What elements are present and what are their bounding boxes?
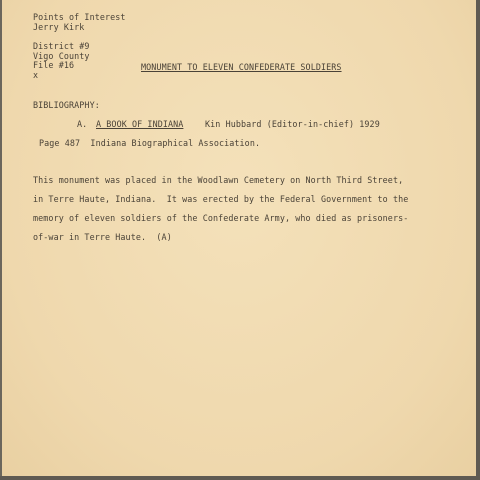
bibliography-heading: BIBLIOGRAPHY:	[33, 100, 100, 110]
header-mark: x	[33, 70, 39, 80]
body-line: in Terre Haute, Indiana. It was erected by the Federal Government to the	[33, 194, 409, 204]
bibliography-book-title: A BOOK OF INDIANA	[96, 119, 184, 129]
bibliography-page-line: Page 487 Indiana Biographical Association.	[39, 138, 261, 148]
scan-edge-bottom	[0, 476, 480, 480]
body-line: This monument was placed in the Woodlawn Cemetery on North Third Street,	[33, 175, 404, 185]
header-county: Vigo County	[33, 51, 90, 61]
body-line: memory of eleven soldiers of the Confederate Army, who died as prisoners-	[33, 213, 409, 223]
header-author: Jerry Kirk	[33, 22, 85, 32]
bibliography-book-details: Kin Hubbard (Editor-in-chief) 1929	[205, 119, 380, 129]
bibliography-entry-letter: A.	[77, 119, 88, 129]
scan-edge-right	[476, 0, 480, 480]
header-category: Points of Interest	[33, 12, 126, 22]
document-page	[2, 0, 476, 476]
header-district: District #9	[33, 41, 90, 51]
document-title: MONUMENT TO ELEVEN CONFEDERATE SOLDIERS	[141, 62, 342, 72]
body-line: of-war in Terre Haute. (A)	[33, 232, 172, 242]
header-file: File #16	[33, 60, 75, 70]
